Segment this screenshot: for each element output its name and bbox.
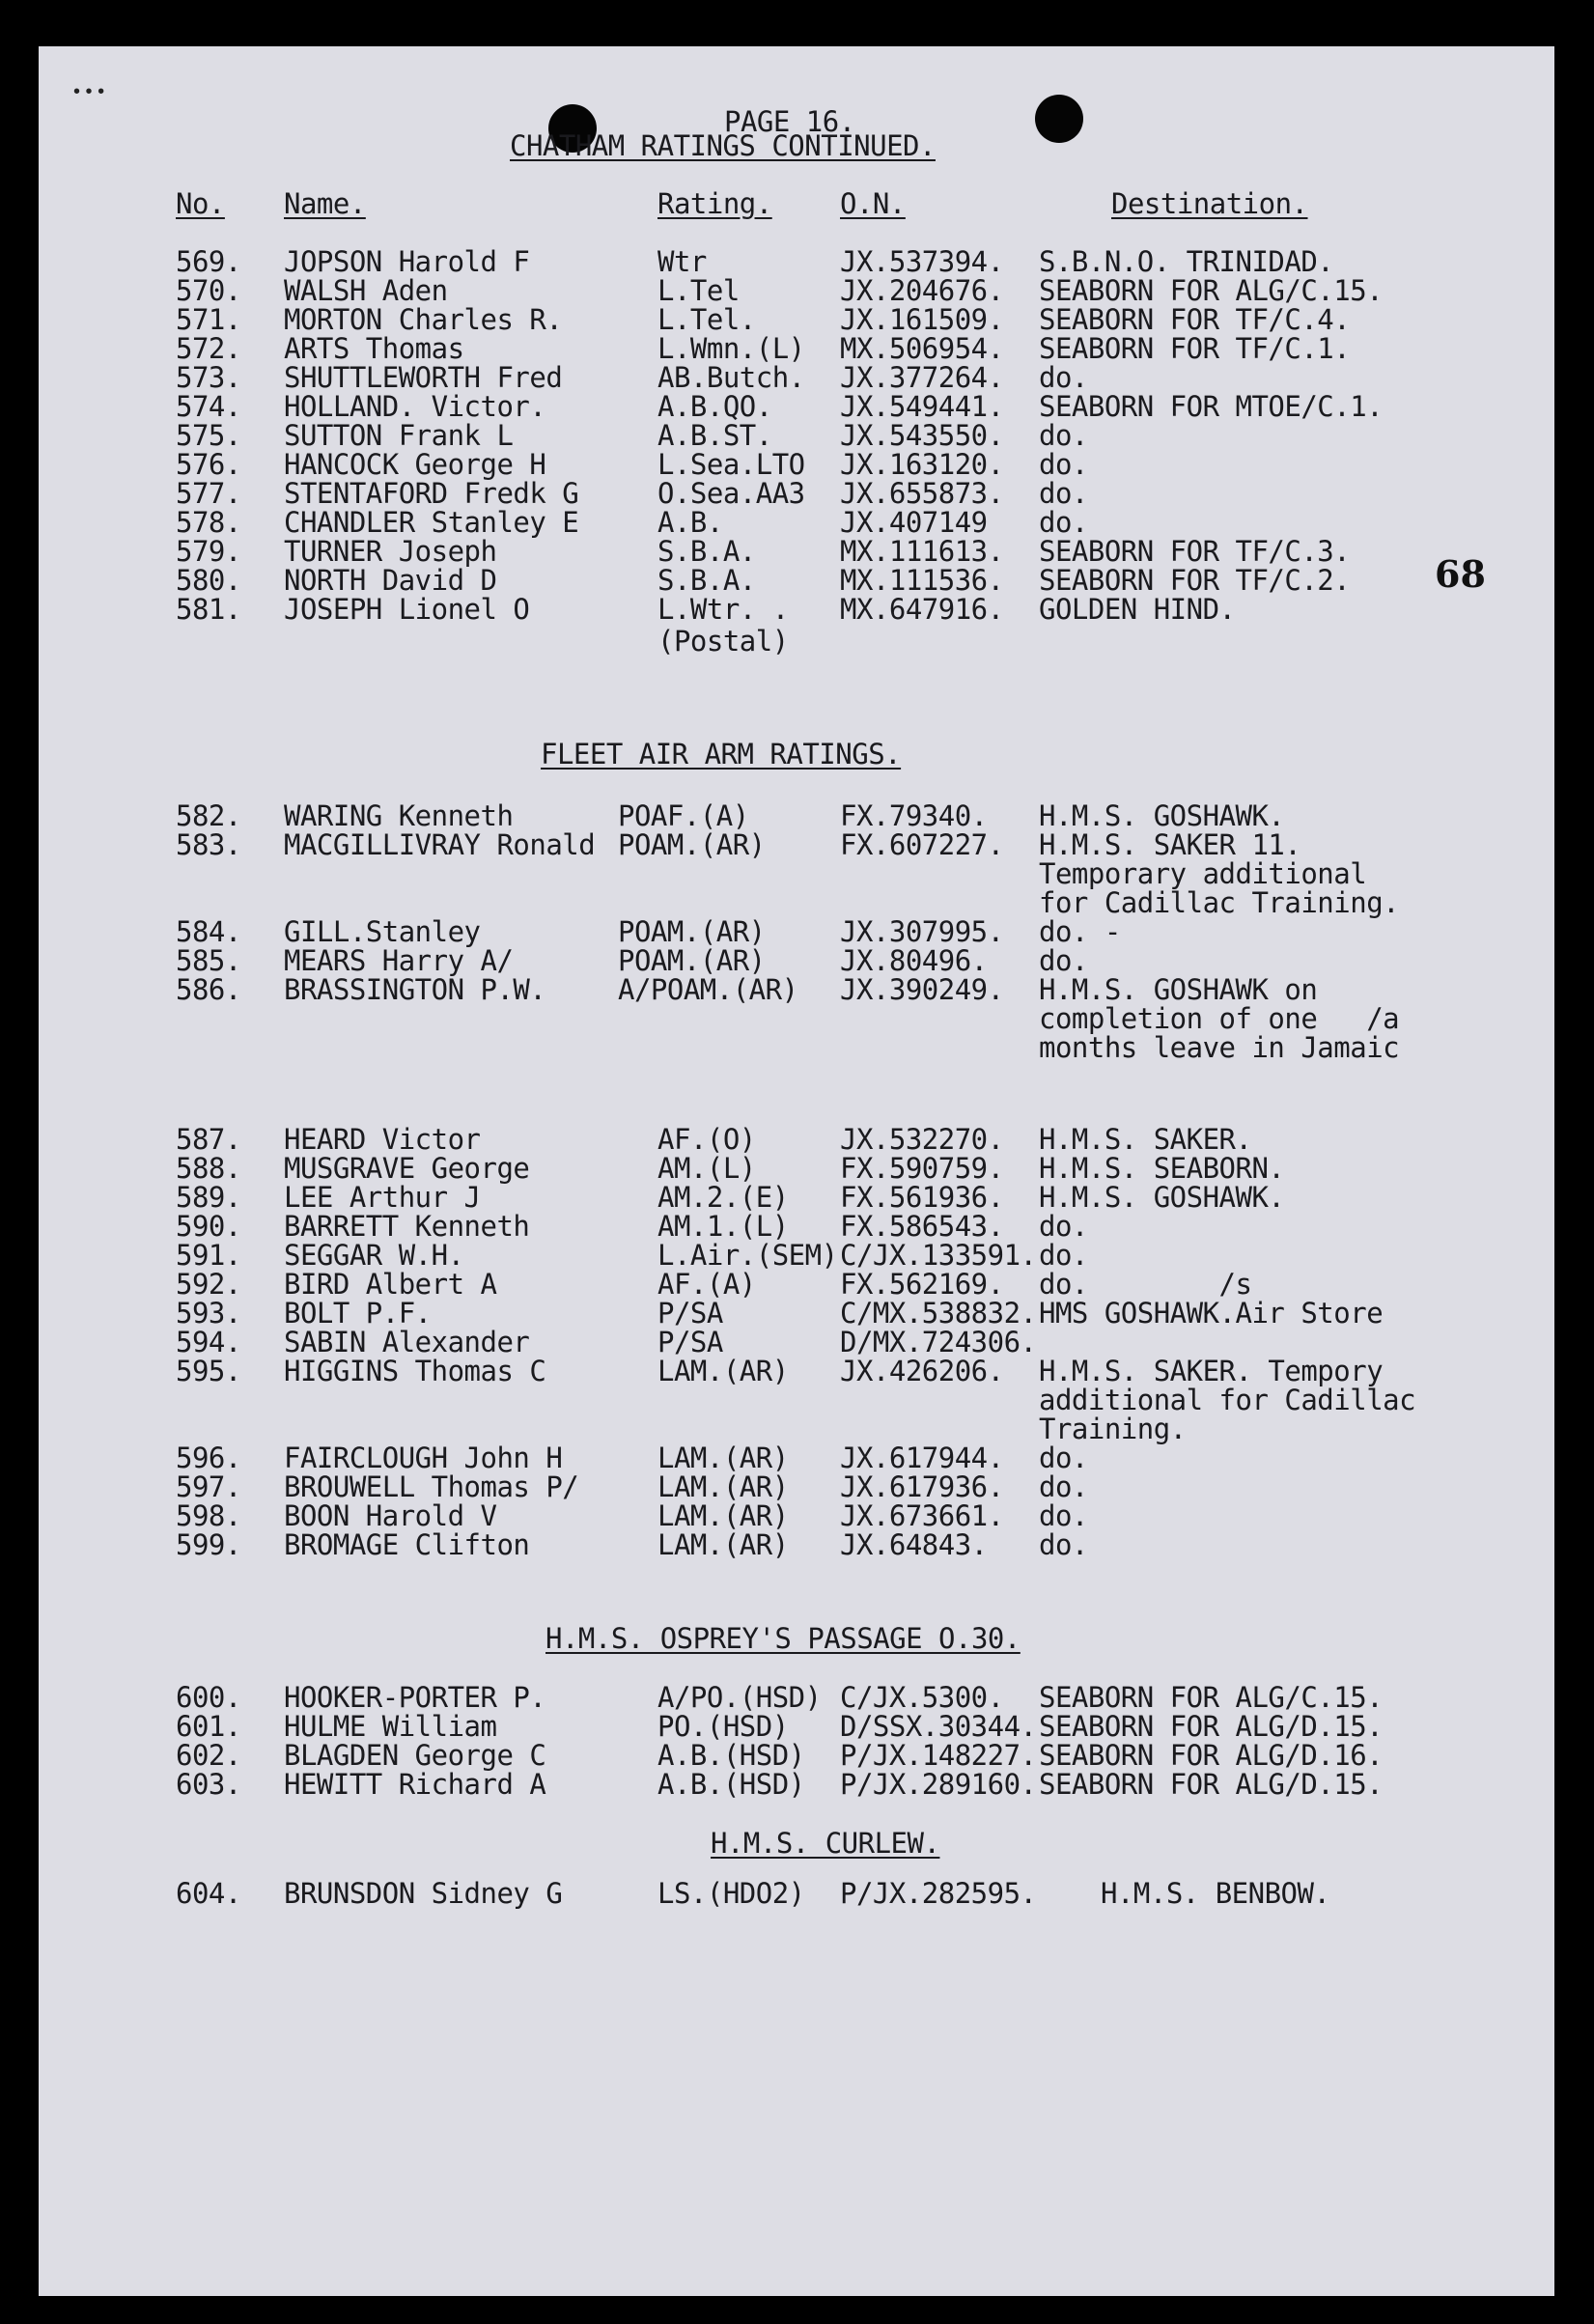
row-official-number: D/SSX.30344. bbox=[840, 1710, 1037, 1743]
row-number: 604. bbox=[176, 1877, 241, 1910]
row-number: 586. bbox=[176, 973, 241, 1006]
row-name: BIRD Albert A bbox=[284, 1268, 497, 1301]
row-name: BROMAGE Clifton bbox=[284, 1528, 530, 1561]
row-name: SABIN Alexander bbox=[284, 1326, 530, 1358]
row-number: 591. bbox=[176, 1239, 241, 1272]
row-number: 595. bbox=[176, 1355, 241, 1387]
row-number: 603. bbox=[176, 1768, 241, 1801]
col-header-no: No. bbox=[176, 187, 225, 220]
row-destination: SEABORN FOR ALG/D.15. bbox=[1039, 1710, 1384, 1743]
row-name: LEE Arthur J bbox=[284, 1181, 481, 1214]
row-rating: L.Wmn.(L) bbox=[657, 332, 805, 365]
row-official-number: JX.407149 bbox=[840, 506, 988, 539]
row-official-number: JX.426206. bbox=[840, 1355, 1004, 1387]
row-official-number: MX.111536. bbox=[840, 564, 1004, 597]
row-name: BLAGDEN George C bbox=[284, 1739, 546, 1772]
row-official-number: JX.390249. bbox=[840, 973, 1004, 1006]
row-rating: PO.(HSD) bbox=[657, 1710, 789, 1743]
row-official-number: P/JX.289160. bbox=[840, 1768, 1037, 1801]
col-header-rating: Rating. bbox=[657, 187, 772, 220]
row-destination: S.B.N.O. TRINIDAD. bbox=[1039, 245, 1334, 278]
row-name: NORTH David D bbox=[284, 564, 497, 597]
row-rating: L.Tel. bbox=[657, 303, 756, 336]
row-rating: A.B.(HSD) bbox=[657, 1768, 805, 1801]
row-rating: O.Sea.AA3 bbox=[657, 477, 805, 510]
row-name: JOSEPH Lionel O bbox=[284, 593, 530, 626]
row-name: HOOKER-PORTER P. bbox=[284, 1681, 546, 1714]
row-rating: LAM.(AR) bbox=[657, 1470, 789, 1503]
row-destination: SEABORN FOR TF/C.3. bbox=[1039, 535, 1351, 568]
row-destination: SEABORN FOR ALG/C.15. bbox=[1039, 1681, 1384, 1714]
row-rating: L.Air.(SEM) bbox=[657, 1239, 838, 1272]
row-name: WALSH Aden bbox=[284, 274, 448, 307]
row-number: 579. bbox=[176, 535, 241, 568]
row-number: 590. bbox=[176, 1210, 241, 1243]
row-name: CHANDLER Stanley E bbox=[284, 506, 579, 539]
row-destination: do. bbox=[1039, 506, 1088, 539]
row-destination: H.M.S. GOSHAWK. bbox=[1039, 1181, 1285, 1214]
row-number: 573. bbox=[176, 361, 241, 394]
row-number: 571. bbox=[176, 303, 241, 336]
row-destination: SEABORN FOR TF/C.2. bbox=[1039, 564, 1351, 597]
row-rating: L.Wtr. . bbox=[657, 593, 789, 626]
row-name: BOON Harold V bbox=[284, 1499, 497, 1532]
row-number: 578. bbox=[176, 506, 241, 539]
row-destination: H.M.S. SEABORN. bbox=[1039, 1152, 1285, 1185]
osprey-section-title: H.M.S. OSPREY'S PASSAGE O.30. bbox=[545, 1622, 1021, 1655]
row-official-number: FX.586543. bbox=[840, 1210, 1004, 1243]
col-header-name: Name. bbox=[284, 187, 366, 220]
row-destination: do. bbox=[1039, 1239, 1088, 1272]
row-rating: AF.(O) bbox=[657, 1123, 756, 1156]
row-name: MORTON Charles R. bbox=[284, 303, 563, 336]
row-name: BOLT P.F. bbox=[284, 1297, 432, 1330]
row-number: 581. bbox=[176, 593, 241, 626]
row-number: 592. bbox=[176, 1268, 241, 1301]
curlew-section-title: H.M.S. CURLEW. bbox=[711, 1827, 940, 1860]
row-rating: P/SA bbox=[657, 1326, 723, 1358]
row-number: 587. bbox=[176, 1123, 241, 1156]
row-rating: A/PO.(HSD) bbox=[657, 1681, 822, 1714]
row-rating: A.B.(HSD) bbox=[657, 1739, 805, 1772]
row-number: 588. bbox=[176, 1152, 241, 1185]
row-rating: A.B.QO. bbox=[657, 390, 772, 423]
row-official-number: JX.543550. bbox=[840, 419, 1004, 452]
row-rating: LAM.(AR) bbox=[657, 1528, 789, 1561]
row-destination: SEABORN FOR TF/C.1. bbox=[1039, 332, 1351, 365]
row-name: JOPSON Harold F bbox=[284, 245, 530, 278]
row-number: 593. bbox=[176, 1297, 241, 1330]
row-official-number: JX.617944. bbox=[840, 1442, 1004, 1474]
row-official-number: D/MX.724306. bbox=[840, 1326, 1037, 1358]
row-destination: do. bbox=[1039, 944, 1088, 977]
row-destination: H.M.S. GOSHAWK. bbox=[1039, 799, 1285, 832]
row-name: HEWITT Richard A bbox=[284, 1768, 546, 1801]
row-number: 572. bbox=[176, 332, 241, 365]
margin-page-number: 68 bbox=[1435, 552, 1486, 596]
row-number: 589. bbox=[176, 1181, 241, 1214]
row-name: TURNER Joseph bbox=[284, 535, 497, 568]
row-name: HANCOCK George H bbox=[284, 448, 546, 481]
row-destination: GOLDEN HIND. bbox=[1039, 593, 1236, 626]
row-rating: POAM.(AR) bbox=[618, 915, 766, 948]
row-official-number: JX.161509. bbox=[840, 303, 1004, 336]
row-destination: Training. bbox=[1039, 1413, 1187, 1445]
row-destination: do. bbox=[1039, 361, 1088, 394]
row-number: 575. bbox=[176, 419, 241, 452]
row-official-number: FX.590759. bbox=[840, 1152, 1004, 1185]
row-name: HULME William bbox=[284, 1710, 497, 1743]
row-destination: do. bbox=[1039, 448, 1088, 481]
row-name: MACGILLIVRAY Ronald bbox=[284, 828, 596, 861]
row-name: MEARS Harry A/ bbox=[284, 944, 514, 977]
row-name: BRASSINGTON P.W. bbox=[284, 973, 546, 1006]
row-name: BRUNSDON Sidney G bbox=[284, 1877, 563, 1910]
row-number: 577. bbox=[176, 477, 241, 510]
row-official-number: C/JX.5300. bbox=[840, 1681, 1004, 1714]
row-official-number: JX.537394. bbox=[840, 245, 1004, 278]
row-official-number: JX.204676. bbox=[840, 274, 1004, 307]
row-rating: AB.Butch. bbox=[657, 361, 805, 394]
postal-note: (Postal) bbox=[657, 625, 789, 658]
row-official-number: P/JX.148227. bbox=[840, 1739, 1037, 1772]
row-rating: L.Sea.LTO bbox=[657, 448, 805, 481]
row-rating: POAM.(AR) bbox=[618, 828, 766, 861]
row-name: SEGGAR W.H. bbox=[284, 1239, 464, 1272]
row-number: 569. bbox=[176, 245, 241, 278]
row-official-number: FX.79340. bbox=[840, 799, 988, 832]
row-destination: do. bbox=[1039, 1442, 1088, 1474]
row-name: MUSGRAVE George bbox=[284, 1152, 530, 1185]
row-name: ARTS Thomas bbox=[284, 332, 464, 365]
row-destination: SEABORN FOR ALG/C.15. bbox=[1039, 274, 1384, 307]
row-destination: do. - bbox=[1039, 915, 1121, 948]
row-name: BROUWELL Thomas P/ bbox=[284, 1470, 579, 1503]
row-official-number: JX.532270. bbox=[840, 1123, 1004, 1156]
row-official-number: JX.673661. bbox=[840, 1499, 1004, 1532]
row-rating: S.B.A. bbox=[657, 535, 756, 568]
row-official-number: JX.617936. bbox=[840, 1470, 1004, 1503]
row-official-number: MX.111613. bbox=[840, 535, 1004, 568]
row-rating: LAM.(AR) bbox=[657, 1499, 789, 1532]
row-number: 570. bbox=[176, 274, 241, 307]
row-destination: H.M.S. BENBOW. bbox=[1101, 1877, 1330, 1910]
row-name: FAIRCLOUGH John H bbox=[284, 1442, 563, 1474]
row-name: STENTAFORD Fredk G bbox=[284, 477, 579, 510]
row-rating: AM.(L) bbox=[657, 1152, 756, 1185]
row-number: 602. bbox=[176, 1739, 241, 1772]
row-official-number: JX.655873. bbox=[840, 477, 1004, 510]
row-name: GILL.Stanley bbox=[284, 915, 481, 948]
row-official-number: MX.506954. bbox=[840, 332, 1004, 365]
document-page bbox=[39, 46, 1554, 2296]
margin-marks: • • • bbox=[73, 81, 105, 102]
row-number: 600. bbox=[176, 1681, 241, 1714]
row-destination: do. /s bbox=[1039, 1268, 1252, 1301]
row-destination: H.M.S. GOSHAWK on bbox=[1039, 973, 1318, 1006]
row-destination: completion of one /a bbox=[1039, 1002, 1400, 1035]
row-official-number: C/MX.538832. bbox=[840, 1297, 1037, 1330]
row-rating: P/SA bbox=[657, 1297, 723, 1330]
row-rating: A/POAM.(AR) bbox=[618, 973, 798, 1006]
faa-section-title: FLEET AIR ARM RATINGS. bbox=[541, 738, 902, 770]
col-header-destination: Destination. bbox=[1111, 187, 1308, 220]
row-name: SUTTON Frank L bbox=[284, 419, 514, 452]
row-rating: LAM.(AR) bbox=[657, 1355, 789, 1387]
row-official-number: JX.377264. bbox=[840, 361, 1004, 394]
row-destination: H.M.S. SAKER. Tempory bbox=[1039, 1355, 1384, 1387]
row-rating: A.B.ST. bbox=[657, 419, 772, 452]
row-destination: do. bbox=[1039, 1210, 1088, 1243]
row-destination: H.M.S. SAKER 11. bbox=[1039, 828, 1301, 861]
row-destination: Temporary additional bbox=[1039, 857, 1367, 890]
row-number: 583. bbox=[176, 828, 241, 861]
row-number: 601. bbox=[176, 1710, 241, 1743]
row-number: 580. bbox=[176, 564, 241, 597]
row-rating: AM.2.(E) bbox=[657, 1181, 789, 1214]
row-number: 576. bbox=[176, 448, 241, 481]
row-rating: AM.1.(L) bbox=[657, 1210, 789, 1243]
row-number: 598. bbox=[176, 1499, 241, 1532]
row-destination: additional for Cadillac bbox=[1039, 1384, 1416, 1416]
row-destination: do. bbox=[1039, 1528, 1088, 1561]
row-rating: S.B.A. bbox=[657, 564, 756, 597]
page-header: PAGE 16. bbox=[724, 105, 855, 138]
row-number: 599. bbox=[176, 1528, 241, 1561]
row-number: 574. bbox=[176, 390, 241, 423]
row-number: 582. bbox=[176, 799, 241, 832]
punch-hole-right bbox=[1035, 95, 1083, 143]
col-header-on: O.N. bbox=[840, 187, 906, 220]
row-rating: POAF.(A) bbox=[618, 799, 749, 832]
row-official-number: MX.647916. bbox=[840, 593, 1004, 626]
row-name: HEARD Victor bbox=[284, 1123, 481, 1156]
row-destination: SEABORN FOR TF/C.4. bbox=[1039, 303, 1351, 336]
row-destination: do. bbox=[1039, 477, 1088, 510]
row-rating: A.B. bbox=[657, 506, 723, 539]
row-rating: AF.(A) bbox=[657, 1268, 756, 1301]
row-destination: SEABORN FOR MTOE/C.1. bbox=[1039, 390, 1384, 423]
row-official-number: C/JX.133591. bbox=[840, 1239, 1037, 1272]
row-destination: for Cadillac Training. bbox=[1039, 886, 1400, 919]
row-number: 584. bbox=[176, 915, 241, 948]
row-destination: SEABORN FOR ALG/D.16. bbox=[1039, 1739, 1384, 1772]
row-name: WARING Kenneth bbox=[284, 799, 514, 832]
row-number: 596. bbox=[176, 1442, 241, 1474]
row-official-number: JX.64843. bbox=[840, 1528, 988, 1561]
row-destination: do. bbox=[1039, 1470, 1088, 1503]
row-rating: L.Tel bbox=[657, 274, 740, 307]
row-destination: H.M.S. SAKER. bbox=[1039, 1123, 1252, 1156]
row-rating: LAM.(AR) bbox=[657, 1442, 789, 1474]
row-name: HIGGINS Thomas C bbox=[284, 1355, 546, 1387]
row-official-number: FX.607227. bbox=[840, 828, 1004, 861]
row-destination: HMS GOSHAWK.Air Store bbox=[1039, 1297, 1384, 1330]
row-official-number: P/JX.282595. bbox=[840, 1877, 1037, 1910]
row-destination: do. bbox=[1039, 419, 1088, 452]
row-name: SHUTTLEWORTH Fred bbox=[284, 361, 563, 394]
row-number: 585. bbox=[176, 944, 241, 977]
row-rating: Wtr bbox=[657, 245, 707, 278]
section-title: CHATHAM RATINGS CONTINUED. bbox=[510, 129, 936, 162]
row-official-number: JX.163120. bbox=[840, 448, 1004, 481]
row-official-number: FX.562169. bbox=[840, 1268, 1004, 1301]
row-number: 597. bbox=[176, 1470, 241, 1503]
row-name: BARRETT Kenneth bbox=[284, 1210, 530, 1243]
row-destination: SEABORN FOR ALG/D.15. bbox=[1039, 1768, 1384, 1801]
row-destination: months leave in Jamaic bbox=[1039, 1031, 1400, 1064]
row-rating: LS.(HDO2) bbox=[657, 1877, 805, 1910]
row-number: 594. bbox=[176, 1326, 241, 1358]
row-name: HOLLAND. Victor. bbox=[284, 390, 546, 423]
row-destination: do. bbox=[1039, 1499, 1088, 1532]
row-official-number: JX.80496. bbox=[840, 944, 988, 977]
row-rating: POAM.(AR) bbox=[618, 944, 766, 977]
row-official-number: JX.307995. bbox=[840, 915, 1004, 948]
row-official-number: JX.549441. bbox=[840, 390, 1004, 423]
row-official-number: FX.561936. bbox=[840, 1181, 1004, 1214]
